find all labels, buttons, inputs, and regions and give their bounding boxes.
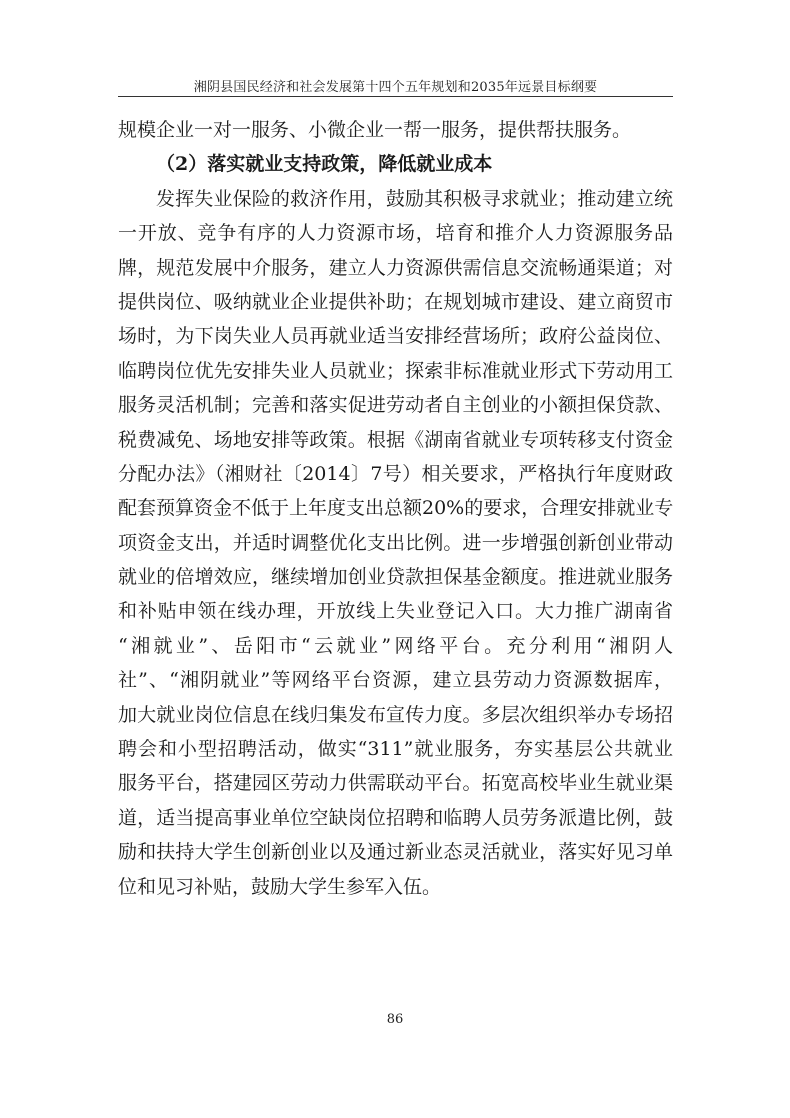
document-body [118,113,673,904]
paragraph-line: 道，适当提高事业单位空缺岗位招聘和临聘人员劳务派遣比例，鼓 [118,806,673,829]
paragraph-line: 项资金支出，并适时调整优化支出比例。进一步增强创新创业带动 [118,531,673,554]
paragraph-line: 税费减免、场地安排等政策。根据《湖南省就业专项转移支付资金 [118,428,673,451]
paragraph-line: 服务灵活机制；完善和落实促进劳动者自主创业的小额担保贷款、 [118,394,673,417]
paragraph-line: 位和见习补贴，鼓励大学生参军入伍。 [118,875,442,898]
paragraph-line: 配套预算资金不低于上年度支出总额20%的要求，合理安排就业专 [118,497,674,520]
paragraph-line: 励和扶持大学生创新创业以及通过新业态灵活就业，落实好见习单 [118,841,673,864]
header-divider [118,96,673,97]
paragraph-line: 提供岗位、吸纳就业企业提供补助；在规划城市建设、建立商贸市 [118,290,673,313]
paragraph-line: 一开放、竞争有序的人力资源市场，培育和推介人力资源服务品 [118,222,673,245]
paragraph-line: 规模企业一对一服务、小微企业一帮一服务，提供帮扶服务。 [118,119,632,141]
paragraph-line: 社”、“湘阴就业”等网络平台资源，建立县劳动力资源数据库， [118,669,673,692]
section-subheading: （2）落实就业支持政策，降低就业成本 [156,153,493,176]
paragraph-line: 聘会和小型招聘活动，做实“311”就业服务，夯实基层公共就业 [118,738,673,761]
paragraph-line: 分配办法》（湘财社〔2014〕7号）相关要求，严格执行年度财政 [118,462,673,485]
paragraph-line: 加大就业岗位信息在线归集发布宣传力度。多层次组织举办专场招 [118,703,673,726]
paragraph-line: 就业的倍增效应，继续增加创业贷款担保基金额度。推进就业服务 [118,566,673,589]
paragraph-line: 牌，规范发展中介服务，建立人力资源供需信息交流畅通渠道；对 [118,256,673,279]
paragraph-line: 服务平台，搭建园区劳动力供需联动平台。拓宽高校毕业生就业渠 [118,772,673,795]
paragraph-line: “湘就业”、岳阳市“云就业”网络平台。充分利用“湘阴人 [118,634,673,657]
document-header-title: 湘阴县国民经济和社会发展第十四个五年规划和2035年远景目标纲要 [193,80,598,95]
paragraph-line: 和补贴申领在线办理，开放线上失业登记入口。大力推广湖南省 [118,600,673,623]
paragraph-line: 场时，为下岗失业人员再就业适当安排经营场所；政府公益岗位、 [118,325,673,348]
paragraph-line: 临聘岗位优先安排失业人员就业；探索非标准就业形式下劳动用工 [118,359,673,382]
paragraph-line: 发挥失业保险的救济作用，鼓励其积极寻求就业；推动建立统 [156,187,673,210]
page-number: 86 [386,1012,404,1027]
